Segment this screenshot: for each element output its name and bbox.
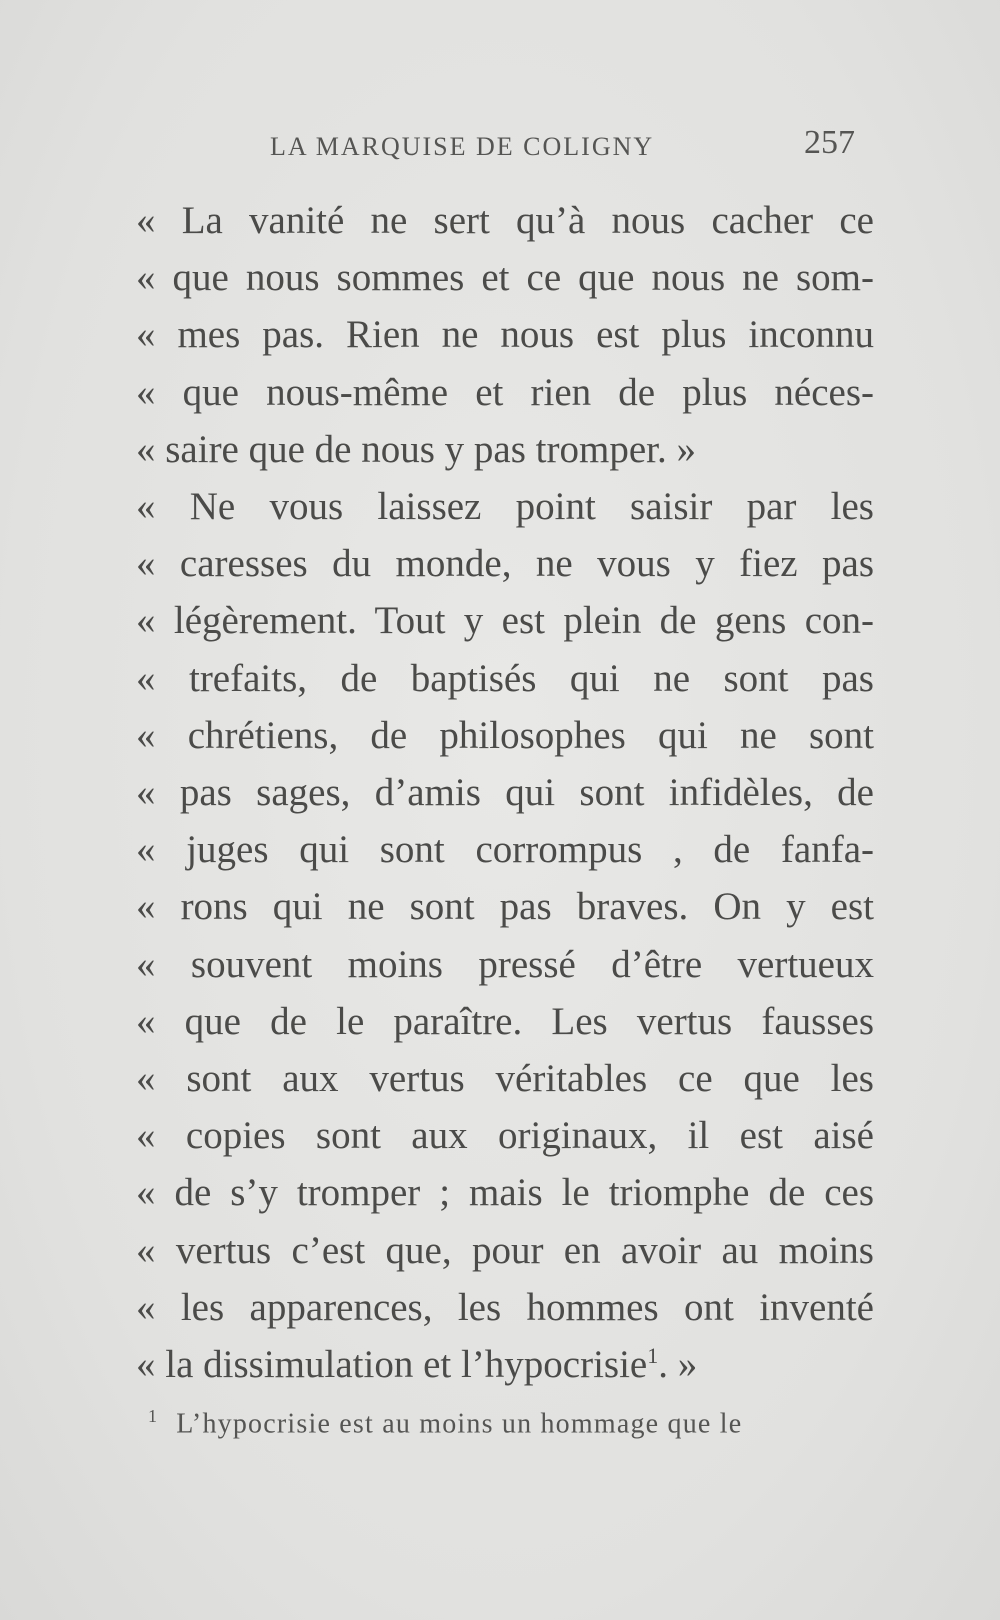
body-line: « que nous sommes et ce que nous ne som-	[136, 256, 874, 300]
body-line: « pas sages, d’amis qui sont infidèles, de	[136, 771, 874, 814]
body-line: « Ne vous laissez point saisir par les	[136, 485, 874, 528]
body-line: « copies sont aux originaux, il est aisé	[136, 1114, 874, 1158]
footnote-text: L’hypocrisie est au moins un hommage que le	[176, 1408, 743, 1440]
body-line: « mes pas. Rien ne nous est plus inconnu	[136, 313, 874, 357]
last-line-text: « la dissimulation et l’hypocrisie	[136, 1343, 648, 1386]
body-line: « trefaits, de baptisés qui ne sont pas	[136, 656, 874, 700]
body-line: « légèrement. Tout y est plein de gens con-	[136, 599, 874, 643]
body-line: « saire que de nous y pas tromper. »	[136, 427, 696, 471]
footnote	[148, 1406, 742, 1440]
running-title: LA MARQUISE DE COLIGNY	[270, 132, 655, 161]
body-line: « rons qui ne sont pas braves. On y est	[136, 885, 874, 929]
body-line: « que de le paraître. Les vertus fausses	[136, 999, 874, 1043]
last-line-closing: . »	[658, 1343, 698, 1386]
body-line: « les apparences, les hommes ont inventé	[136, 1285, 874, 1329]
body-line: « chrétiens, de philosophes qui ne sont	[136, 713, 874, 757]
body-line: « sont aux vertus véritables ce que les	[136, 1057, 874, 1100]
body-line-last	[136, 1342, 697, 1387]
body-line: « vertus c’est que, pour en avoir au moins	[136, 1228, 874, 1272]
footnote-reference: 1	[647, 1343, 659, 1368]
body-line: « caresses du monde, ne vous y fiez pas	[136, 542, 874, 586]
body-line: « souvent moins pressé d’être vertueux	[136, 942, 874, 986]
body-line: « que nous-même et rien de plus néces-	[136, 370, 874, 414]
body-line: « de s’y tromper ; mais le triomphe de ces	[136, 1171, 874, 1215]
body-line: « juges qui sont corrompus , de fanfa-	[136, 828, 874, 872]
page-number: 257	[804, 124, 855, 161]
body-line: « La vanité ne sert qu’à nous cacher ce	[136, 199, 874, 242]
footnote-marker: 1	[148, 1406, 159, 1426]
